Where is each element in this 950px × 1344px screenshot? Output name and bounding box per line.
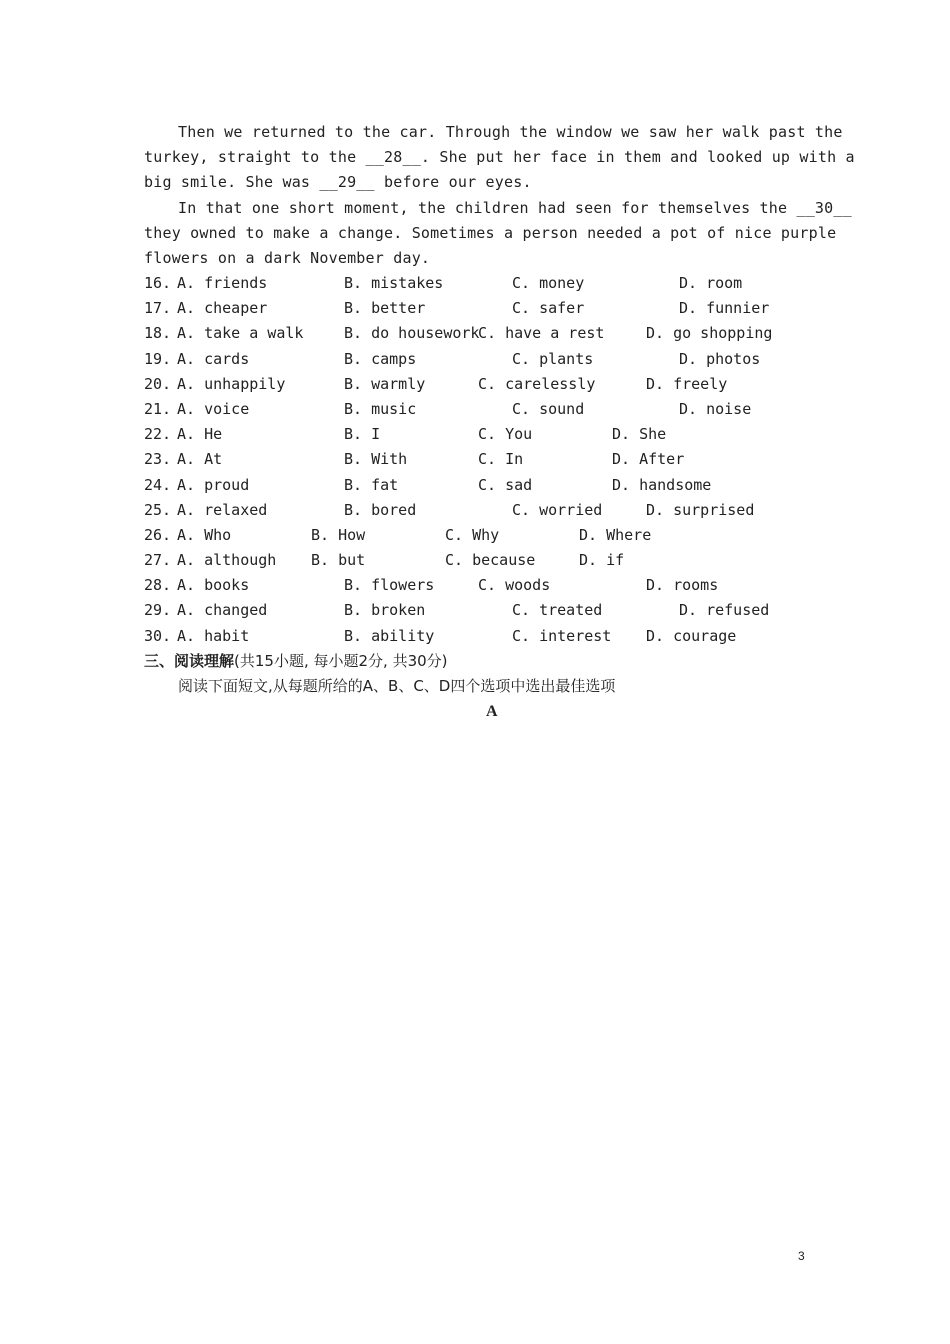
option-b: B. but — [311, 551, 366, 569]
passage-line: big smile. She was __29__ before our eyes. — [144, 173, 532, 191]
option-c: C. worried — [512, 501, 603, 519]
option-c: C. safer — [512, 299, 585, 317]
question-number: 19. — [144, 350, 172, 368]
option-c: C. treated — [512, 601, 603, 619]
option-b: B. bored — [344, 501, 417, 519]
option-d: D. Where — [579, 526, 652, 544]
option-a: A. changed — [177, 601, 268, 619]
option-b: B. broken — [344, 601, 426, 619]
option-b: B. flowers — [344, 576, 435, 594]
option-b: B. better — [344, 299, 426, 317]
option-d: D. handsome — [612, 476, 712, 494]
option-b: B. How — [311, 526, 366, 544]
option-d: D. go shopping — [646, 324, 773, 342]
question-row — [144, 400, 804, 418]
option-c: C. You — [478, 425, 533, 443]
option-a: A. friends — [177, 274, 268, 292]
option-a: A. Who — [177, 526, 232, 544]
question-number: 18. — [144, 324, 172, 342]
question-number: 24. — [144, 476, 172, 494]
section-title: 三、阅读理解 — [144, 652, 235, 670]
question-number: 28. — [144, 576, 172, 594]
option-c: C. woods — [478, 576, 551, 594]
option-a: A. He — [177, 425, 223, 443]
question-row — [144, 299, 804, 317]
question-number: 26. — [144, 526, 172, 544]
option-b: B. With — [344, 450, 408, 468]
option-a: A. cheaper — [177, 299, 268, 317]
question-number: 30. — [144, 627, 172, 645]
question-number: 17. — [144, 299, 172, 317]
option-c: C. have a rest — [478, 324, 605, 342]
option-d: D. room — [679, 274, 743, 292]
option-b: B. ability — [344, 627, 435, 645]
question-row — [144, 601, 804, 619]
option-a: A. books — [177, 576, 250, 594]
option-a: A. relaxed — [177, 501, 268, 519]
option-a: A. cards — [177, 350, 250, 368]
passage-label: A — [486, 703, 498, 720]
option-b: B. warmly — [344, 375, 426, 393]
question-row — [144, 425, 804, 443]
question-number: 29. — [144, 601, 172, 619]
passage-line: flowers on a dark November day. — [144, 249, 431, 267]
section-instruction: 阅读下面短文,从每题所给的A、B、C、D四个选项中选出最佳选项 — [178, 677, 616, 695]
option-a: A. habit — [177, 627, 250, 645]
question-row — [144, 274, 804, 292]
option-d: D. rooms — [646, 576, 719, 594]
question-number: 22. — [144, 425, 172, 443]
option-d: D. surprised — [646, 501, 755, 519]
question-row — [144, 551, 804, 569]
option-c: C. money — [512, 274, 585, 292]
option-c: C. plants — [512, 350, 594, 368]
option-c: C. interest — [512, 627, 612, 645]
section-heading — [144, 651, 448, 671]
option-d: D. She — [612, 425, 667, 443]
option-b: B. I — [344, 425, 381, 443]
option-d: D. courage — [646, 627, 737, 645]
passage-line: turkey, straight to the __28__. She put her face in them and looked up with a — [144, 148, 855, 166]
option-a: A. unhappily — [177, 375, 286, 393]
passage-line: they owned to make a change. Sometimes a person needed a pot of nice purple — [144, 224, 837, 242]
option-b: B. do housework — [344, 324, 480, 342]
option-c: C. carelessly — [478, 375, 596, 393]
option-a: A. proud — [177, 476, 250, 494]
option-d: D. After — [612, 450, 685, 468]
passage-line: Then we returned to the car. Through the window we saw her walk past the — [178, 123, 843, 141]
question-row — [144, 627, 804, 645]
question-number: 23. — [144, 450, 172, 468]
option-d: D. photos — [679, 350, 761, 368]
option-c: C. Why — [445, 526, 500, 544]
option-c: C. sad — [478, 476, 533, 494]
question-row — [144, 324, 804, 342]
question-row — [144, 450, 804, 468]
option-a: A. voice — [177, 400, 250, 418]
option-c: C. In — [478, 450, 524, 468]
option-a: A. take a walk — [177, 324, 304, 342]
section-scoring: (共15小题, 每小题2分, 共30分) — [234, 652, 448, 670]
question-number: 27. — [144, 551, 172, 569]
page-number: 3 — [798, 1249, 805, 1263]
question-row — [144, 526, 804, 544]
option-d: D. if — [579, 551, 625, 569]
option-b: B. music — [344, 400, 417, 418]
option-d: D. funnier — [679, 299, 770, 317]
option-a: A. At — [177, 450, 223, 468]
option-c: C. because — [445, 551, 536, 569]
passage-line: In that one short moment, the children had seen for themselves the __30__ — [178, 199, 852, 217]
question-number: 25. — [144, 501, 172, 519]
question-number: 21. — [144, 400, 172, 418]
option-d: D. freely — [646, 375, 728, 393]
question-row — [144, 476, 804, 494]
option-a: A. although — [177, 551, 277, 569]
question-row — [144, 576, 804, 594]
option-c: C. sound — [512, 400, 585, 418]
question-number: 20. — [144, 375, 172, 393]
option-d: D. refused — [679, 601, 770, 619]
option-d: D. noise — [679, 400, 752, 418]
option-b: B. fat — [344, 476, 399, 494]
option-b: B. camps — [344, 350, 417, 368]
question-row — [144, 501, 804, 519]
option-b: B. mistakes — [344, 274, 444, 292]
question-row — [144, 350, 804, 368]
question-row — [144, 375, 804, 393]
question-number: 16. — [144, 274, 172, 292]
